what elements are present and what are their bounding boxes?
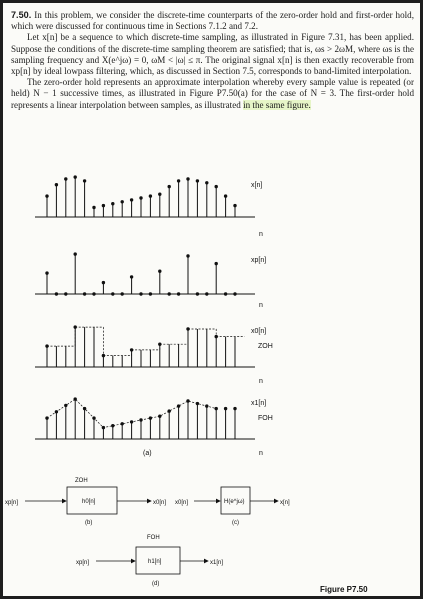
xp-sample-dot bbox=[130, 275, 133, 278]
problem-number: 7.50. bbox=[11, 10, 32, 20]
x-sample-dot bbox=[92, 206, 95, 209]
xp-sample-dot bbox=[196, 292, 199, 295]
block-c-box-label: H(e^jω) bbox=[224, 499, 245, 505]
x-sample-dot bbox=[168, 185, 171, 188]
axis-n-4: n bbox=[259, 450, 263, 457]
paragraph-1-text: In this problem, we consider the discrete-time counterparts of the zero-order hold and first-order hold, which were discussed for continuous time in Sections 7.1.2 and 7.2. bbox=[11, 10, 414, 32]
xp-sample-dot bbox=[215, 262, 218, 265]
xp-sample-dot bbox=[55, 292, 58, 295]
block-diagram-b bbox=[5, 478, 166, 526]
xp-sample-dot bbox=[224, 292, 227, 295]
x-sample-dot bbox=[102, 204, 105, 207]
label-x0: x0[n] bbox=[251, 328, 267, 335]
x-sample-dot bbox=[121, 200, 124, 203]
stem-plots bbox=[35, 175, 255, 439]
block-c-input-label: x0[n] bbox=[175, 500, 189, 506]
x-sample-dot bbox=[196, 179, 199, 182]
panel-a-label: (a) bbox=[143, 450, 152, 457]
textbook-page bbox=[3, 3, 420, 596]
x-sample-dot bbox=[64, 177, 67, 180]
panel-c-label: (c) bbox=[232, 520, 239, 526]
xp-sample-dot bbox=[177, 292, 180, 295]
axis-n-2: n bbox=[259, 302, 263, 309]
figure-caption: Figure P7.50 bbox=[320, 585, 368, 594]
xp-sample-dot bbox=[149, 292, 152, 295]
label-zoh: ZOH bbox=[258, 343, 273, 350]
x-sample-dot bbox=[111, 202, 114, 205]
xp-sample-dot bbox=[158, 270, 161, 273]
xp-sample-dot bbox=[168, 292, 171, 295]
x1-sample-dot bbox=[233, 407, 236, 410]
block-c-output-label: x[n] bbox=[280, 500, 290, 506]
x-sample-dot bbox=[83, 179, 86, 182]
figure-p7-50 bbox=[3, 3, 420, 596]
x-sample-dot bbox=[177, 179, 180, 182]
axis-n-1: n bbox=[259, 231, 263, 238]
paragraph-3-text: The zero-order hold represents an approximate interpolation whereby every sample value is repeated (or held) N − 1 successive times, as illustrated in Figure P7.50(a) for the case of N = 3. The first-order hold represents a linear interpolation between samples, as illustrated bbox=[11, 77, 414, 110]
x-sample-dot bbox=[215, 185, 218, 188]
panel-d-label: (d) bbox=[152, 581, 160, 587]
xp-sample-dot bbox=[64, 292, 67, 295]
axis-n-3: n bbox=[259, 378, 263, 385]
paragraph-2: Let x[n] be a sequence to which discrete-time sampling, as illustrated in Figure 7.31, has been applied. Suppose the conditions of the discrete-time sampling theorem are satisfied; that is, ωs > 2ωM, where ωs is the sampling frequency and X(e^jω) = 0, ωM < |ω| ≤ π. The original signal x[n] is then exactly recoverable from xp[n] by ideal lowpass filtering, which, as discussed in Section 7.5, corresponds to band-limited interpolation. bbox=[11, 32, 414, 77]
x-sample-dot bbox=[130, 198, 133, 201]
block-diagram-d bbox=[76, 535, 223, 587]
block-d-output-label: x1[n] bbox=[210, 560, 224, 566]
block-diagram-c bbox=[175, 487, 290, 526]
label-foh: FOH bbox=[258, 415, 273, 422]
xp-sample-dot bbox=[45, 271, 48, 274]
x-sample-dot bbox=[205, 181, 208, 184]
x-sample-dot bbox=[233, 204, 236, 207]
x-sample-dot bbox=[158, 193, 161, 196]
xp-sample-dot bbox=[121, 292, 124, 295]
label-xp: xp[n] bbox=[251, 257, 267, 264]
label-x1: x1[n] bbox=[251, 400, 267, 407]
block-b-output-label: x0[n] bbox=[153, 500, 167, 506]
block-d-title: FOH bbox=[147, 535, 160, 541]
xp-sample-dot bbox=[92, 292, 95, 295]
x1-sample-dot bbox=[168, 409, 171, 412]
block-b-box-label: h0[n] bbox=[82, 499, 96, 505]
xp-sample-dot bbox=[186, 254, 189, 257]
label-x: x[n] bbox=[251, 182, 263, 189]
block-d-input-label: xp[n] bbox=[76, 560, 90, 566]
xp-sample-dot bbox=[74, 252, 77, 255]
xp-sample-dot bbox=[83, 292, 86, 295]
block-d-box-label: h1[n] bbox=[148, 559, 162, 565]
panel-b-label: (b) bbox=[85, 520, 93, 526]
x1-sample-dot bbox=[224, 407, 227, 410]
x-sample-dot bbox=[55, 183, 58, 186]
x-sample-dot bbox=[186, 177, 189, 180]
xp-sample-dot bbox=[139, 292, 142, 295]
xp-sample-dot bbox=[111, 292, 114, 295]
x-sample-dot bbox=[224, 194, 227, 197]
xp-sample-dot bbox=[233, 292, 236, 295]
xp-sample-dot bbox=[102, 281, 105, 284]
x-sample-dot bbox=[139, 196, 142, 199]
x-sample-dot bbox=[74, 175, 77, 178]
block-b-input-label: xp[n] bbox=[5, 500, 19, 506]
x-sample-dot bbox=[45, 194, 48, 197]
highlighted-text: in the same figure. bbox=[243, 99, 311, 110]
x1-sample-dot bbox=[177, 404, 180, 407]
block-b-title: ZOH bbox=[75, 478, 88, 484]
xp-sample-dot bbox=[205, 292, 208, 295]
x-sample-dot bbox=[149, 194, 152, 197]
